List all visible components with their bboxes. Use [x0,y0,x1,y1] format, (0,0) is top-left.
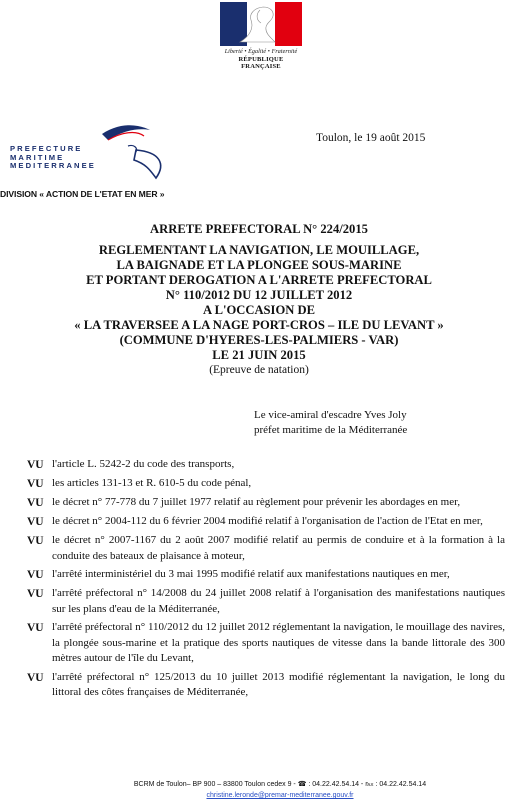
prefecture-line: PREFECTURE [10,144,83,153]
vu-item [27,670,505,701]
vu-label: VU [27,478,44,490]
vu-text: le décret n° 2004-112 du 6 février 2004 modifié relatif à l'organisation de l'action de l'Etat en mer, [52,515,483,527]
title-line: REGLEMENTANT LA NAVIGATION, LE MOUILLAGE, [98,243,420,257]
document-date: Toulon, le 19 août 2015 [316,132,426,144]
signer-title: préfet maritime de la Méditerranée [254,424,408,436]
vu-text: l'arrêté préfectoral n° 125/2013 du 10 juillet 2013 modifié réglementant la navigation, le long du littoral des côtes françaises de Méditerranée, [52,670,505,698]
vu-text: l'arrêté préfectoral n° 110/2012 du 12 juillet 2012 réglementant la navigation, le mouillage des navires, la plongée sous-marine et la pratique des sports nautiques de vitesse dans la bande littorale des 300 mètres autour de l'île du Levant, [52,621,505,664]
vu-label: VU [27,569,44,581]
vu-text: l'article L. 5242-2 du code des transports, [52,458,235,470]
title-line: ET PORTANT DEROGATION A L'ARRETE PREFECTORAL [86,273,432,287]
decree-title [40,222,478,378]
vu-text: le décret n° 2007-1167 du 2 août 2007 modifié relatif au permis de conduire et à la formation à la conduite des bateaux de plaisance à moteur, [52,534,505,562]
vu-text: l'arrêté interministériel du 3 mai 1995 modifié relatif aux manifestations nautiques en mer, [52,568,450,580]
marianne-flag-icon [220,2,302,46]
vu-text: les articles 131-13 et R. 610-5 du code pénal, [52,477,252,489]
vu-item [27,495,505,511]
page-footer [110,779,450,801]
vu-text: le décret n° 77-778 du 7 juillet 1977 relatif au règlement pour prévenir les abordages en mer, [52,496,461,508]
vu-item [27,586,505,617]
vu-item [27,533,505,564]
vu-label: VU [27,459,44,471]
title-subtitle: (Epreuve de natation) [209,364,309,376]
footer-address: BCRM de Toulon– BP 900 – 83800 Toulon cedex 9 - ☎ : 04.22.42.54.14 - ℻ : 04.22.42.54.14 [133,781,427,788]
title-line: A L'OCCASION DE [203,303,315,317]
division-label: DIVISION « ACTION DE L'ETAT EN MER » [0,189,165,199]
vu-label: VU [27,535,44,547]
title-line: LA BAIGNADE ET LA PLONGEE SOUS-MARINE [116,258,402,272]
signer-name: Le vice-amiral d'escadre Yves Joly [254,409,407,421]
vu-label: VU [27,516,44,528]
vu-label: VU [27,622,44,634]
footer-email-link[interactable]: christine.leronde@premar-mediterranee.gouv.fr [206,792,354,799]
vu-label: VU [27,671,44,684]
title-line: LE 21 JUIN 2015 [212,348,306,362]
vu-item [27,620,505,667]
vu-item [27,476,505,492]
title-line: (COMMUNE D'HYERES-LES-PALMIERS - VAR) [119,333,399,347]
republique-francaise-logo [218,2,304,70]
prefecture-line: MEDITERRANEE [10,161,96,170]
vu-item [27,457,505,473]
vu-label: VU [27,588,44,600]
title-line: N° 110/2012 DU 12 JUILLET 2012 [165,288,353,302]
vu-label: VU [27,497,44,509]
vu-text: l'arrêté préfectoral n° 14/2008 du 24 juillet 2008 relatif à l'organisation des manifestations nautiques sur les plans d'eau de la Méditerranée, [52,587,505,615]
decree-number: ARRETE PREFECTORAL N° 224/2015 [150,222,368,236]
signer-block [254,408,407,438]
prefecture-line: MARITIME [10,152,65,162]
vu-list [27,457,505,704]
republic-motto: Liberté • Égalité • Fraternité [224,49,298,55]
title-line: « LA TRAVERSEE A LA NAGE PORT-CROS – ILE DU LEVANT » [74,318,444,332]
prefecture-maritime-name [10,145,96,171]
vu-item [27,514,505,530]
republic-name: RÉPUBLIQUE FRANÇAISE [238,56,284,70]
vu-item [27,567,505,583]
